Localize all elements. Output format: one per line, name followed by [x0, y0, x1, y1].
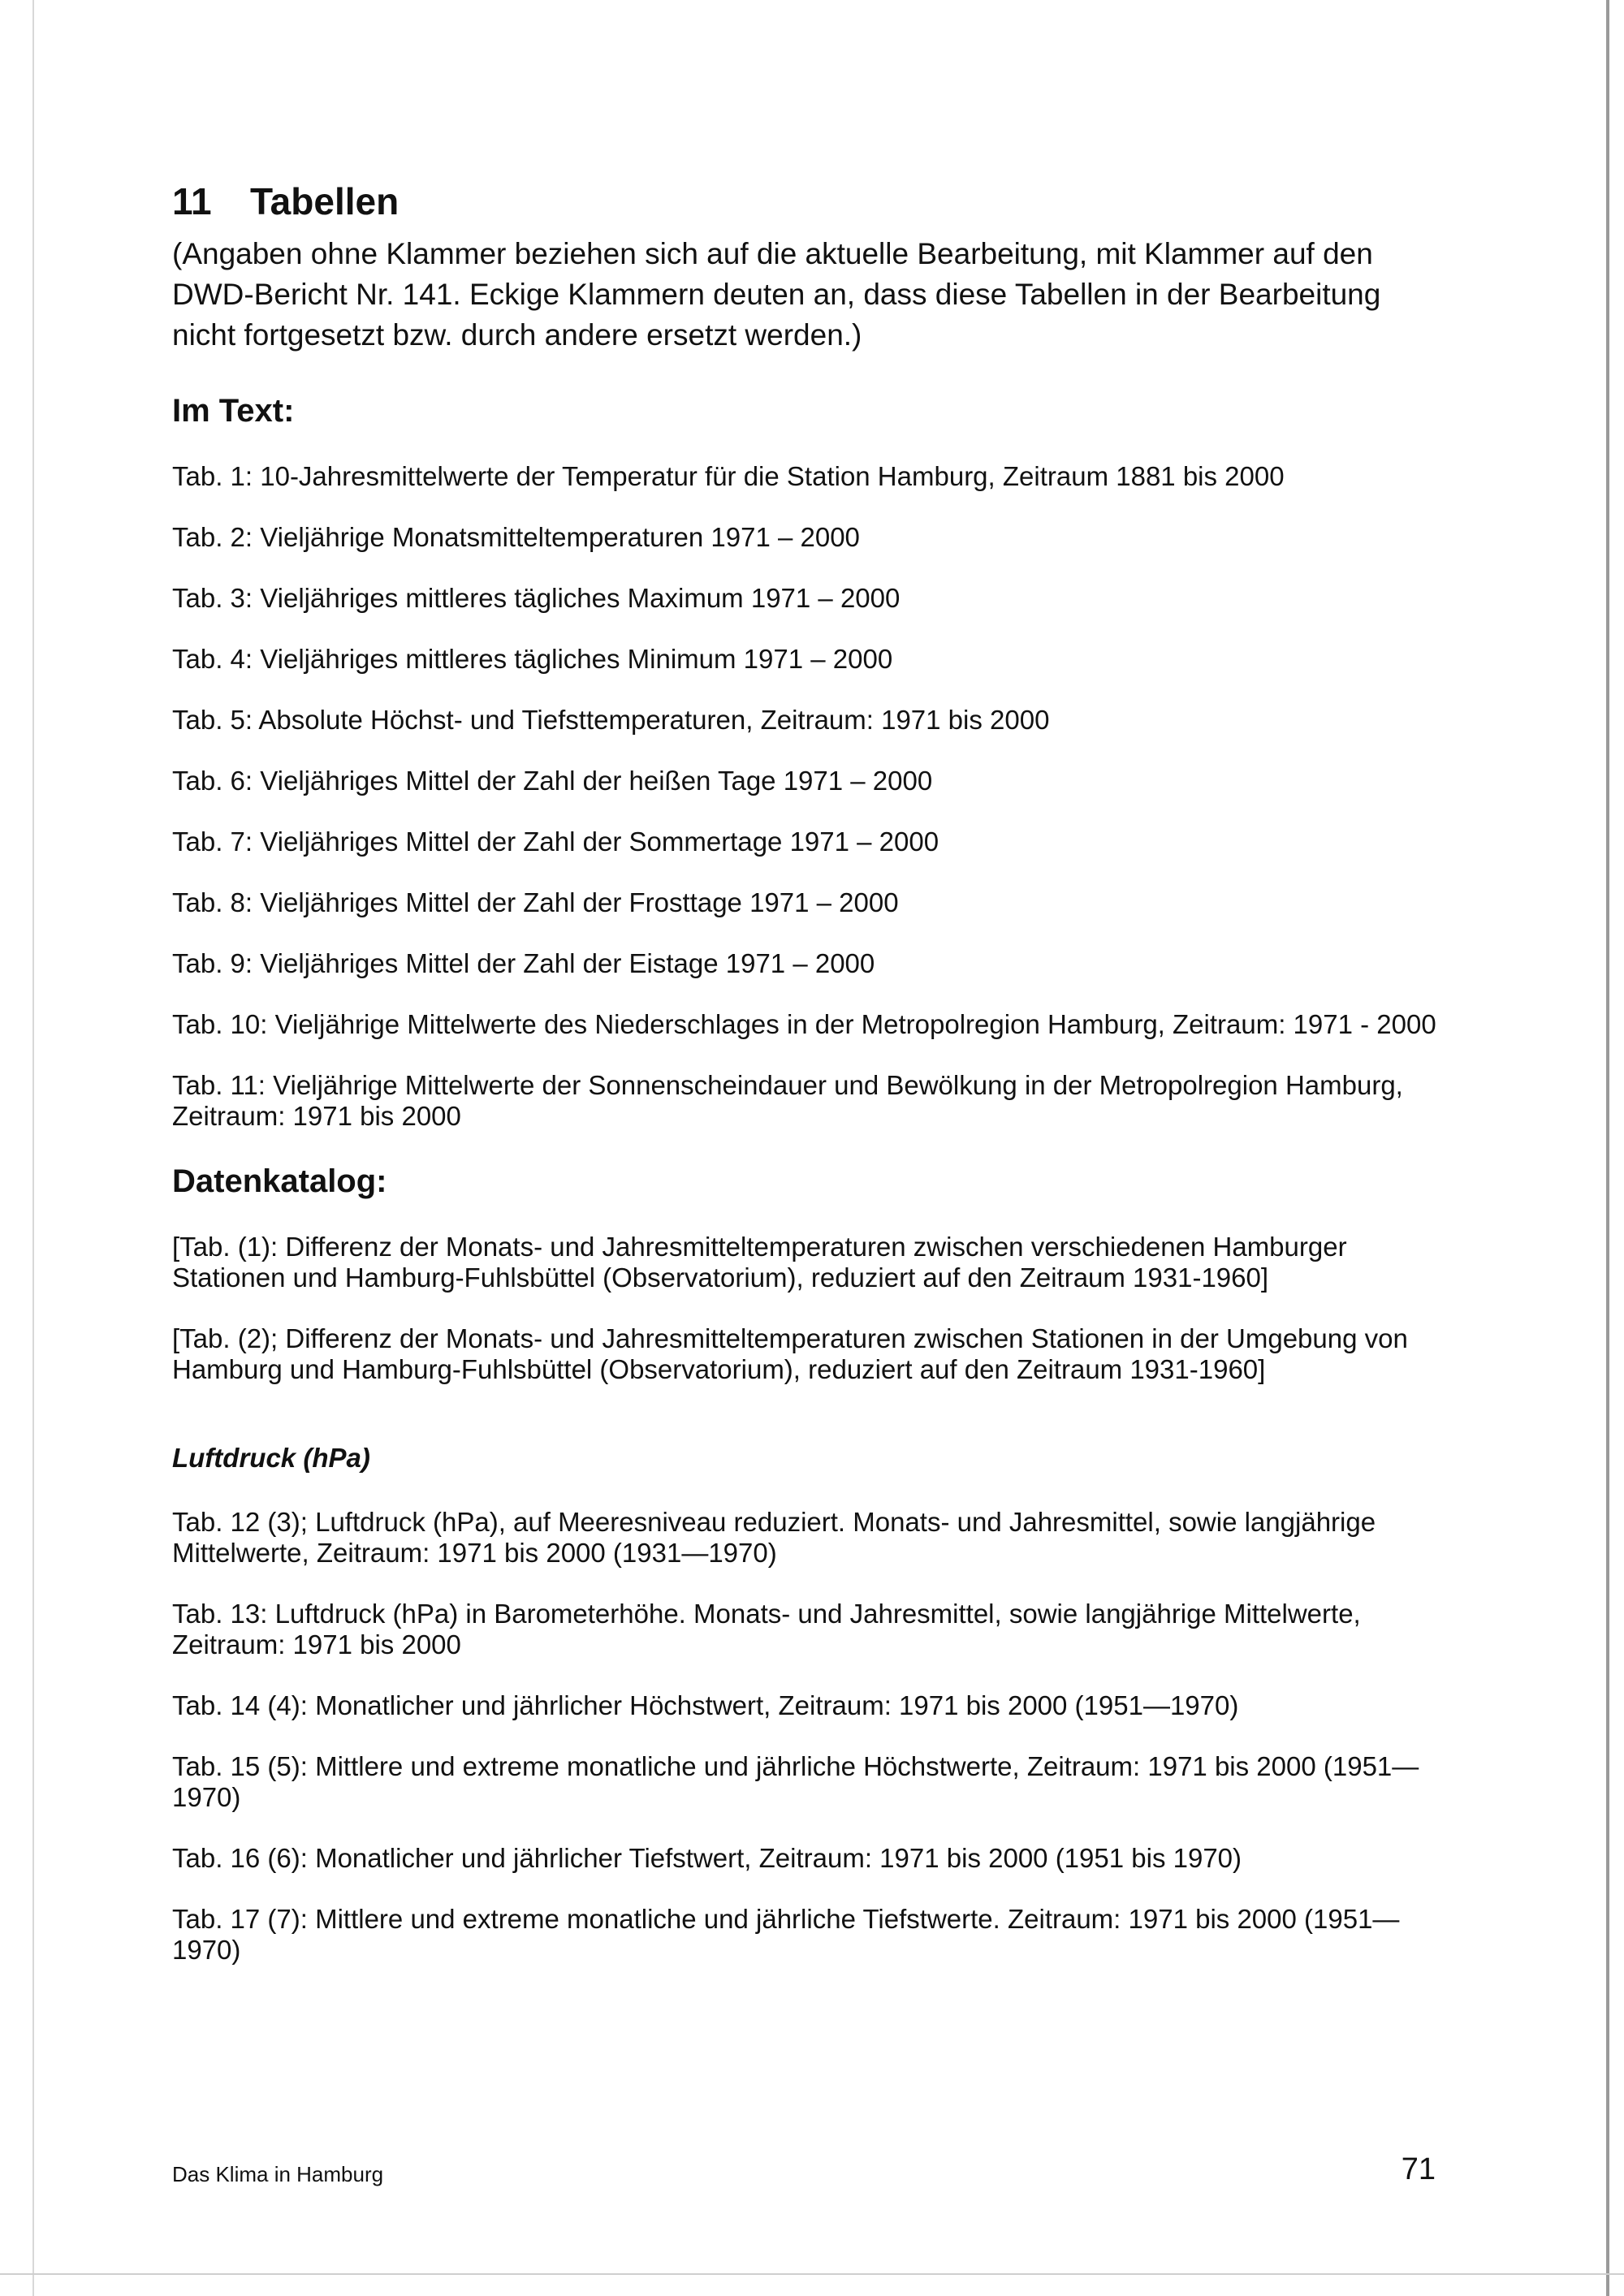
footer-publication: Das Klima in Hamburg [172, 2162, 384, 2186]
list-item: Tab. 15 (5): Mittlere und extreme monatliche und jährliche Höchstwerte, Zeitraum: 1971 bis 2000 (1951—1970) [172, 1751, 1419, 1812]
list-item: Tab. 2: Vieljährige Monatsmitteltemperaturen 1971 – 2000 [172, 522, 860, 552]
datenkatalog-list [172, 1232, 1439, 1385]
page-content [172, 179, 1439, 1996]
list-item: Tab. 10: Vieljährige Mittelwerte des Niederschlages in der Metropolregion Hamburg, Zeitraum: 1971 - 2000 [172, 1009, 1436, 1039]
list-item: Tab. 1: 10-Jahresmittelwerte der Temperatur für die Station Hamburg, Zeitraum 1881 bis 2000 [172, 461, 1285, 491]
list-item: Tab. 11: Vieljährige Mittelwerte der Sonnenscheindauer und Bewölkung in der Metropolregion Hamburg, Zeitraum: 1971 bis 2000 [172, 1070, 1403, 1131]
page-footer [172, 2147, 1436, 2187]
list-item: Tab. 8: Vieljähriges Mittel der Zahl der Frosttage 1971 – 2000 [172, 887, 899, 917]
page-number: 71 [1401, 2152, 1436, 2186]
list-item: [Tab. (2); Differenz der Monats- und Jahresmitteltemperaturen zwischen Stationen in der Umgebung von Hamburg und Hamburg-Fuhlsbüttel (Observatorium), reduziert auf den Zeitraum 1931-1960] [172, 1323, 1408, 1384]
list-item: [Tab. (1): Differenz der Monats- und Jahresmitteltemperaturen zwischen verschiedenen Hamburger Stationen und Hamburg-Fuhlsbüttel (Observatorium), reduziert auf den Zeitraum 1931-1960] [172, 1232, 1347, 1293]
scan-edge-right [1606, 0, 1609, 2296]
list-item: Tab. 14 (4): Monatlicher und jährlicher Höchstwert, Zeitraum: 1971 bis 2000 (1951—1970) [172, 1690, 1239, 1720]
im-text-list [172, 461, 1439, 1132]
list-item: Tab. 4: Vieljähriges mittleres tägliches Minimum 1971 – 2000 [172, 644, 893, 674]
list-item: Tab. 6: Vieljähriges Mittel der Zahl der heißen Tage 1971 – 2000 [172, 766, 933, 796]
luftdruck-heading: Luftdruck (hPa) [172, 1443, 370, 1473]
list-item: Tab. 17 (7): Mittlere und extreme monatliche und jährliche Tiefstwerte. Zeitraum: 1971 bis 2000 (1951—1970) [172, 1904, 1400, 1965]
list-item: Tab. 3: Vieljähriges mittleres tägliches Maximum 1971 – 2000 [172, 583, 901, 613]
section-intro: (Angaben ohne Klammer beziehen sich auf die aktuelle Bearbeitung, mit Klammer auf den DWD-Bericht Nr. 141. Eckige Klammern deuten an, dass diese Tabellen in der Bearbeitung nicht fortgesetzt bzw. durch andere ersetzt werden.) [172, 237, 1381, 352]
section-number: 11 [172, 180, 212, 222]
datenkatalog-heading: Datenkatalog: [172, 1163, 387, 1199]
list-item: Tab. 7: Vieljähriges Mittel der Zahl der Sommertage 1971 – 2000 [172, 826, 939, 857]
luftdruck-list [172, 1507, 1439, 1966]
list-item: Tab. 9: Vieljähriges Mittel der Zahl der Eistage 1971 – 2000 [172, 948, 875, 978]
scan-edge-bottom [0, 2273, 1624, 2275]
im-text-heading: Im Text: [172, 393, 295, 429]
list-item: Tab. 12 (3); Luftdruck (hPa), auf Meeresniveau reduziert. Monats- und Jahresmittel, sowie langjährige Mittelwerte, Zeitraum: 1971 bis 2000 (1931—1970) [172, 1507, 1376, 1568]
scan-edge-left [32, 0, 34, 2296]
list-item: Tab. 16 (6): Monatlicher und jährlicher Tiefstwert, Zeitraum: 1971 bis 2000 (1951 bis 1970) [172, 1843, 1242, 1873]
list-item: Tab. 5: Absolute Höchst- und Tiefsttemperaturen, Zeitraum: 1971 bis 2000 [172, 705, 1050, 735]
section-heading [172, 179, 1439, 224]
section-title: Tabellen [250, 180, 400, 222]
list-item: Tab. 13: Luftdruck (hPa) in Barometerhöhe. Monats- und Jahresmittel, sowie langjährige Mittelwerte, Zeitraum: 1971 bis 2000 [172, 1599, 1361, 1659]
